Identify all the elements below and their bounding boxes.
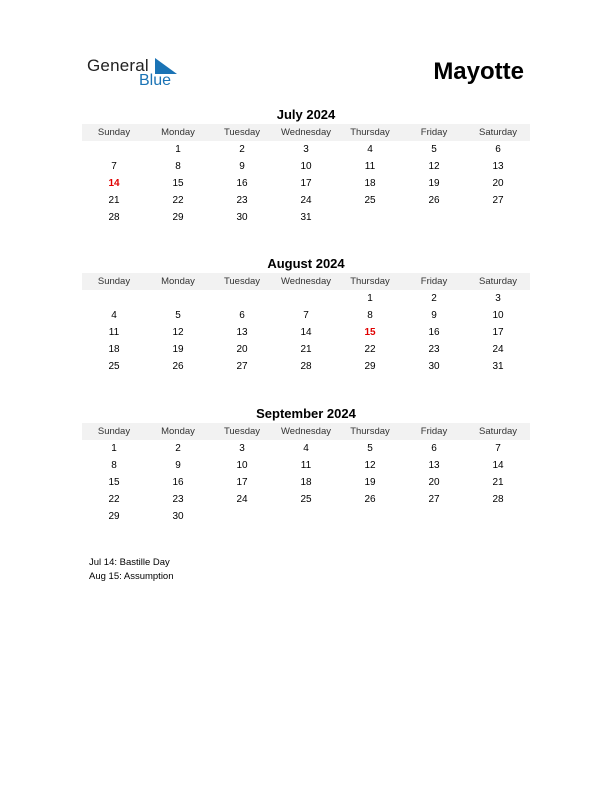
weekday-header bbox=[82, 423, 530, 440]
day-cell: 11 bbox=[300, 460, 312, 471]
day-cell: 28 bbox=[300, 361, 312, 372]
holiday-notes bbox=[89, 556, 174, 584]
day-cell: 25 bbox=[300, 494, 312, 505]
weekday-label: Saturday bbox=[478, 276, 518, 287]
day-cell: 5 bbox=[431, 144, 437, 155]
day-cell: 8 bbox=[175, 161, 181, 172]
day-cell bbox=[338, 508, 402, 525]
day-cell: 22 bbox=[172, 195, 184, 206]
day-cell: 6 bbox=[431, 443, 437, 454]
day-cell: 31 bbox=[300, 212, 312, 223]
day-cell: 18 bbox=[108, 344, 120, 355]
week-row bbox=[82, 175, 530, 192]
week-row bbox=[82, 341, 530, 358]
weekday-label: Thursday bbox=[350, 127, 390, 138]
day-cell bbox=[146, 290, 210, 307]
weekday-label: Saturday bbox=[478, 127, 518, 138]
day-cell: 21 bbox=[300, 344, 312, 355]
weekday-label: Monday bbox=[161, 127, 195, 138]
day-cell: 19 bbox=[428, 178, 440, 189]
day-cell: 29 bbox=[108, 511, 120, 522]
day-cell: 19 bbox=[364, 477, 376, 488]
day-cell: 31 bbox=[492, 361, 504, 372]
day-cell: 29 bbox=[364, 361, 376, 372]
generalblue-logo bbox=[87, 56, 187, 92]
day-cell: 13 bbox=[428, 460, 440, 471]
day-cell: 20 bbox=[492, 178, 504, 189]
day-cell: 25 bbox=[364, 195, 376, 206]
day-cell: 4 bbox=[367, 144, 373, 155]
day-cell: 13 bbox=[236, 327, 248, 338]
day-cell bbox=[274, 508, 338, 525]
day-cell: 6 bbox=[239, 310, 245, 321]
day-cell: 14 bbox=[492, 460, 504, 471]
day-cell bbox=[82, 141, 146, 158]
day-cell: 8 bbox=[111, 460, 117, 471]
day-cell bbox=[338, 209, 402, 226]
day-cell: 15 bbox=[172, 178, 184, 189]
day-cell: 12 bbox=[172, 327, 184, 338]
day-cell: 30 bbox=[428, 361, 440, 372]
weekday-label: Tuesday bbox=[223, 426, 261, 437]
month-calendar-september bbox=[82, 406, 530, 525]
day-cell: 12 bbox=[364, 460, 376, 471]
day-cell bbox=[274, 290, 338, 307]
day-cell: 4 bbox=[303, 443, 309, 454]
day-cell bbox=[402, 508, 466, 525]
day-cell: 11 bbox=[364, 161, 376, 172]
day-cell bbox=[82, 290, 146, 307]
weekday-label: Tuesday bbox=[223, 276, 261, 287]
week-row bbox=[82, 158, 530, 175]
day-cell: 17 bbox=[492, 327, 504, 338]
weekday-label: Monday bbox=[161, 276, 195, 287]
day-cell: 14 bbox=[300, 327, 312, 338]
day-cell: 13 bbox=[492, 161, 504, 172]
day-cell: 16 bbox=[172, 477, 184, 488]
weekday-label: Friday bbox=[420, 276, 448, 287]
week-row bbox=[82, 457, 530, 474]
day-cell: 28 bbox=[108, 212, 120, 223]
day-cell: 3 bbox=[239, 443, 245, 454]
day-cell: 26 bbox=[172, 361, 184, 372]
week-row bbox=[82, 192, 530, 209]
week-row bbox=[82, 358, 530, 375]
weekday-header bbox=[82, 273, 530, 290]
week-row bbox=[82, 307, 530, 324]
week-row bbox=[82, 491, 530, 508]
day-cell: 3 bbox=[303, 144, 309, 155]
day-cell: 17 bbox=[236, 477, 248, 488]
day-cell: 6 bbox=[495, 144, 501, 155]
weekday-label: Sunday bbox=[97, 127, 131, 138]
week-row bbox=[82, 290, 530, 307]
day-cell: 11 bbox=[108, 327, 120, 338]
day-cell: 16 bbox=[428, 327, 440, 338]
week-row bbox=[82, 324, 530, 341]
day-cell: 5 bbox=[367, 443, 373, 454]
weekday-label: Wednesday bbox=[281, 276, 331, 287]
week-row bbox=[82, 440, 530, 457]
day-cell bbox=[466, 209, 530, 226]
day-cell: 29 bbox=[172, 212, 184, 223]
day-cell: 20 bbox=[428, 477, 440, 488]
day-cell: 10 bbox=[236, 460, 248, 471]
holiday-note: Jul 14: Bastille Day bbox=[89, 557, 170, 568]
day-cell: 8 bbox=[367, 310, 373, 321]
day-cell: 7 bbox=[303, 310, 309, 321]
day-cell: 2 bbox=[239, 144, 245, 155]
month-title: August 2024 bbox=[267, 256, 345, 271]
day-cell: 21 bbox=[492, 477, 504, 488]
weekday-label: Monday bbox=[161, 426, 195, 437]
holiday-day-cell: 14 bbox=[108, 178, 120, 189]
day-cell: 24 bbox=[300, 195, 312, 206]
day-cell: 1 bbox=[111, 443, 117, 454]
day-cell: 16 bbox=[236, 178, 248, 189]
day-cell: 9 bbox=[239, 161, 245, 172]
day-cell bbox=[210, 290, 274, 307]
day-cell: 7 bbox=[495, 443, 501, 454]
day-cell: 10 bbox=[492, 310, 504, 321]
day-cell: 12 bbox=[428, 161, 440, 172]
logo-general-text: General bbox=[87, 56, 149, 75]
weekday-label: Tuesday bbox=[223, 127, 261, 138]
day-cell: 28 bbox=[492, 494, 504, 505]
day-cell: 5 bbox=[175, 310, 181, 321]
day-cell: 10 bbox=[300, 161, 312, 172]
day-cell: 20 bbox=[236, 344, 248, 355]
day-cell: 18 bbox=[364, 178, 376, 189]
month-calendar-july bbox=[82, 107, 530, 226]
day-cell: 7 bbox=[111, 161, 117, 172]
weekday-label: Sunday bbox=[97, 426, 131, 437]
logo-blue-text: Blue bbox=[139, 72, 172, 89]
day-cell: 24 bbox=[492, 344, 504, 355]
day-cell bbox=[466, 508, 530, 525]
day-cell: 4 bbox=[111, 310, 117, 321]
weekday-label: Friday bbox=[420, 426, 448, 437]
day-cell: 23 bbox=[172, 494, 184, 505]
week-row bbox=[82, 209, 530, 226]
day-cell: 27 bbox=[428, 494, 440, 505]
week-row bbox=[82, 141, 530, 158]
day-cell: 23 bbox=[428, 344, 440, 355]
weekday-label: Thursday bbox=[350, 426, 390, 437]
month-calendar-august bbox=[82, 256, 530, 375]
weekday-label: Friday bbox=[420, 127, 448, 138]
month-title: September 2024 bbox=[256, 406, 356, 421]
month-title: July 2024 bbox=[276, 107, 336, 122]
day-cell: 3 bbox=[495, 293, 501, 304]
day-cell: 30 bbox=[236, 212, 248, 223]
day-cell: 27 bbox=[236, 361, 248, 372]
day-cell: 22 bbox=[364, 344, 376, 355]
day-cell bbox=[402, 209, 466, 226]
day-cell: 23 bbox=[236, 195, 248, 206]
day-cell: 1 bbox=[367, 293, 373, 304]
day-cell: 9 bbox=[175, 460, 181, 471]
day-cell bbox=[210, 508, 274, 525]
holiday-note: Aug 15: Assumption bbox=[89, 571, 174, 582]
day-cell: 27 bbox=[492, 195, 504, 206]
weekday-label: Saturday bbox=[478, 426, 518, 437]
day-cell: 2 bbox=[431, 293, 437, 304]
weekday-label: Wednesday bbox=[281, 426, 331, 437]
day-cell: 9 bbox=[431, 310, 437, 321]
day-cell: 18 bbox=[300, 477, 312, 488]
weekday-label: Sunday bbox=[97, 276, 131, 287]
country-title: Mayotte bbox=[433, 58, 524, 85]
day-cell: 15 bbox=[108, 477, 120, 488]
day-cell: 2 bbox=[175, 443, 181, 454]
day-cell: 21 bbox=[108, 195, 120, 206]
day-cell: 24 bbox=[236, 494, 248, 505]
day-cell: 30 bbox=[172, 511, 184, 522]
week-row bbox=[82, 508, 530, 525]
weekday-label: Thursday bbox=[350, 276, 390, 287]
weekday-header bbox=[82, 124, 530, 141]
day-cell: 17 bbox=[300, 178, 312, 189]
day-cell: 25 bbox=[108, 361, 120, 372]
day-cell: 26 bbox=[364, 494, 376, 505]
day-cell: 26 bbox=[428, 195, 440, 206]
day-cell: 19 bbox=[172, 344, 184, 355]
holiday-day-cell: 15 bbox=[364, 327, 376, 338]
day-cell: 1 bbox=[175, 144, 181, 155]
week-row bbox=[82, 474, 530, 491]
day-cell: 22 bbox=[108, 494, 120, 505]
weekday-label: Wednesday bbox=[281, 127, 331, 138]
